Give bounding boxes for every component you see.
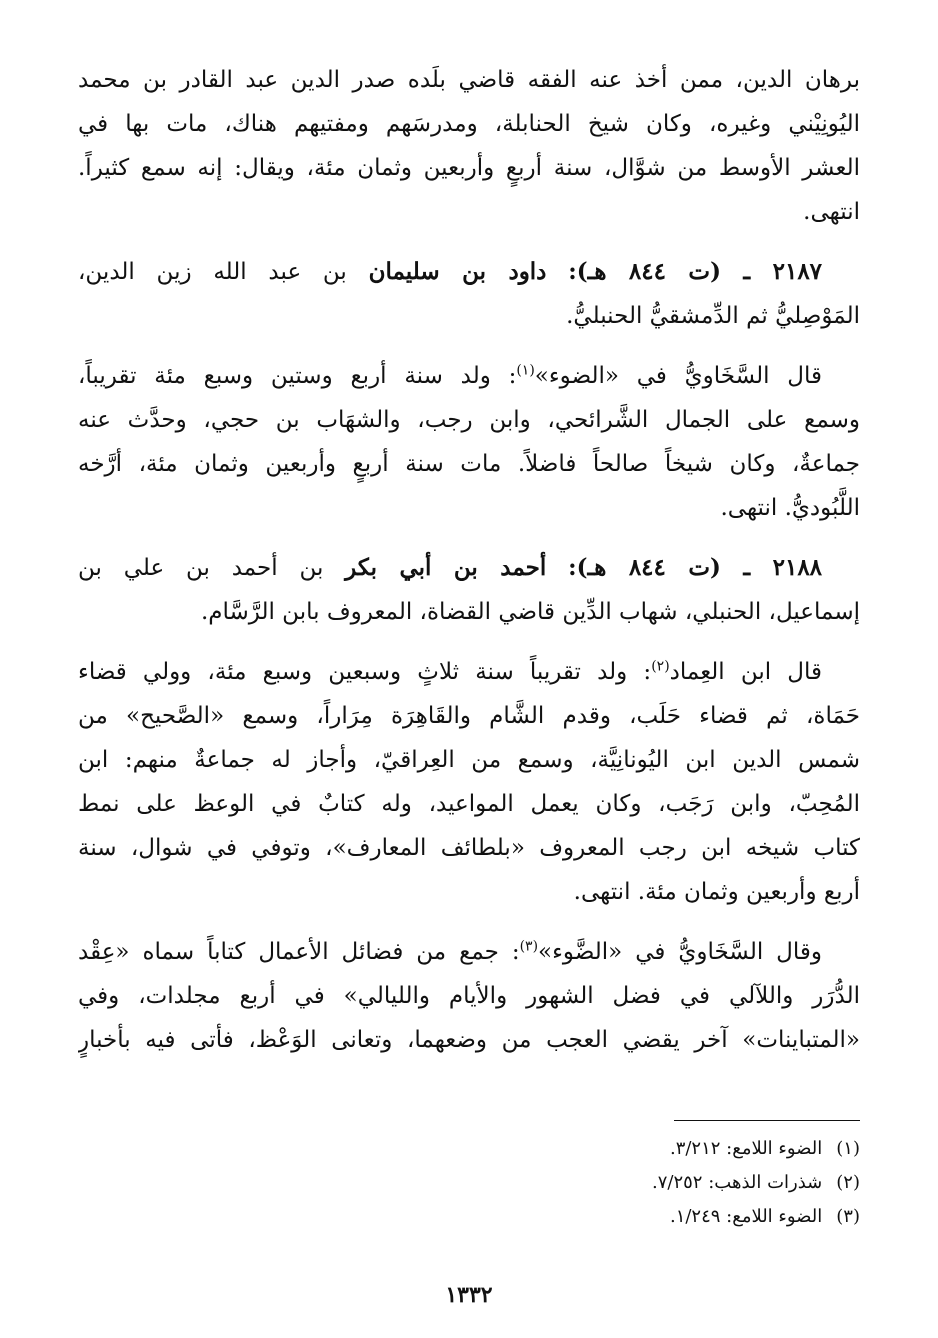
text-line <box>78 354 860 398</box>
text-line: أربع وأربعين وثمان مئة. انتهى. <box>573 879 860 905</box>
text-line: «المتباينات» آخر يقضي العجب من وضعهما، وتعانى الوَعْظ، فأتى فيه بأخبارٍ <box>78 1027 860 1053</box>
footnote-number: (٣) <box>836 1206 860 1227</box>
text-segment: قال ابن العِماد <box>669 659 822 685</box>
footnotes <box>360 1132 860 1234</box>
text-line: الدُّرَر واللآلي في فضل الشهور والأيام والليالي» في أربع مجلدات، وفي <box>78 983 860 1009</box>
entry-2188-body-ibn-imad <box>78 650 860 914</box>
text-segment: : ولد سنة أربع وستين وسبع مئة تقريباً، <box>78 363 517 389</box>
text-line: جماعةٌ، وكان شيخاً صالحاً فاضلاً. مات سنة أربعٍ وأربعين وثمان مئة، أرَّخه <box>78 451 860 477</box>
footnote-item <box>360 1132 860 1166</box>
footnote-marker: (١) <box>516 362 535 379</box>
page-number: ١٣٣٢ <box>445 1282 493 1308</box>
footnote-text: الضوء اللامع: ١/٢٤٩. <box>669 1206 823 1227</box>
text-line: اللَّبُوديُّ. انتهى. <box>720 495 860 521</box>
text-line: وسمع على الجمال الشَّرائحي، وابن رجب، والشهَاب بن حجي، وحدَّث عنه <box>78 407 860 433</box>
entry-lineage: بن أحمد بن علي بن <box>78 555 324 581</box>
text-line: شمس الدين ابن اليُونانِيَّة، وسمع من العِراقيّ، وأجاز له جماعةٌ منهم: ابن <box>78 747 860 773</box>
text-line: انتهى. <box>803 199 860 225</box>
footnote-item <box>360 1200 860 1234</box>
entry-2188-heading <box>78 546 860 634</box>
text-segment: وقال السَّخَاويُّ في «الضَّوء» <box>538 939 823 965</box>
page-body <box>78 58 860 1078</box>
footnote-text: الضوء اللامع: ٣/٢١٢. <box>669 1138 823 1159</box>
entry-name: داود بن سليمان <box>368 258 547 285</box>
footnote-text: شذرات الذهب: ٧/٢٥٢. <box>652 1172 823 1193</box>
text-line: حَمَاة، ثم قضاء حَلَب، وقدم الشَّام والقَاهِرَة مِرَاراً، وسمع «الصَّحيح» من <box>78 703 860 729</box>
footnote-number: (١) <box>836 1138 860 1159</box>
footnote-marker: (٣) <box>519 938 539 955</box>
entry-2187-heading <box>78 250 860 338</box>
text-line <box>78 930 860 974</box>
text-segment: : ولد تقريباً سنة ثلاثٍ وسبعين وسبع مئة، وولي قضاء <box>78 659 652 685</box>
text-line: كتاب شيخه ابن رجب المعروف «بلطائف المعارف»، وتوفي في شوال، سنة <box>78 835 860 861</box>
text-line: العشر الأوسط من شوَّال، سنة أربعٍ وأربعين وثمان مئة، ويقال: إنه سمع كثيراً. <box>78 155 860 181</box>
text-line: المَوْصِليُّ ثم الدِّمشقيُّ الحنبليُّ. <box>566 303 860 329</box>
intro-paragraph <box>78 58 860 234</box>
text-segment: قال السَّخَاويُّ في «الضوء» <box>534 363 823 389</box>
entry-2188-body-sakhawi <box>78 930 860 1062</box>
entry-number: ٢١٨٧ ـ (ت ٨٤٤ هـ): <box>568 258 823 285</box>
entry-heading-line <box>78 250 860 294</box>
text-line <box>78 650 860 694</box>
footnote-item <box>360 1166 860 1200</box>
text-line: برهان الدين، ممن أخذ عنه الفقه قاضي بلَده صدر الدين عبد القادر بن محمد <box>78 67 860 93</box>
text-line: إسماعيل، الحنبلي، شهاب الدِّين قاضي القضاة، المعروف بابن الرَّسَّام. <box>200 599 860 625</box>
entry-heading-line <box>78 546 860 590</box>
entry-2187-body <box>78 354 860 530</box>
text-segment: : جمع من فضائل الأعمال كتاباً سماه «عِقْد <box>78 939 520 965</box>
text-line: اليُونِيْني وغيره، وكان شيخ الحنابلة، ومدرسَهم ومفتيهم هناك، مات بها في <box>78 111 860 137</box>
footnote-marker: (٢) <box>651 658 670 675</box>
entry-lineage: بن عبد الله زين الدين، <box>78 259 347 285</box>
footnote-separator <box>674 1120 860 1121</box>
text-line: المُحِبّ، وابن رَجَب، وكان يعمل المواعيد، وله كتابٌ في الوعظ على نمط <box>78 791 860 817</box>
entry-name: أحمد بن أبي بكر <box>345 554 547 581</box>
entry-number: ٢١٨٨ ـ (ت ٨٤٤ هـ): <box>568 554 823 581</box>
footnote-number: (٢) <box>836 1172 860 1193</box>
